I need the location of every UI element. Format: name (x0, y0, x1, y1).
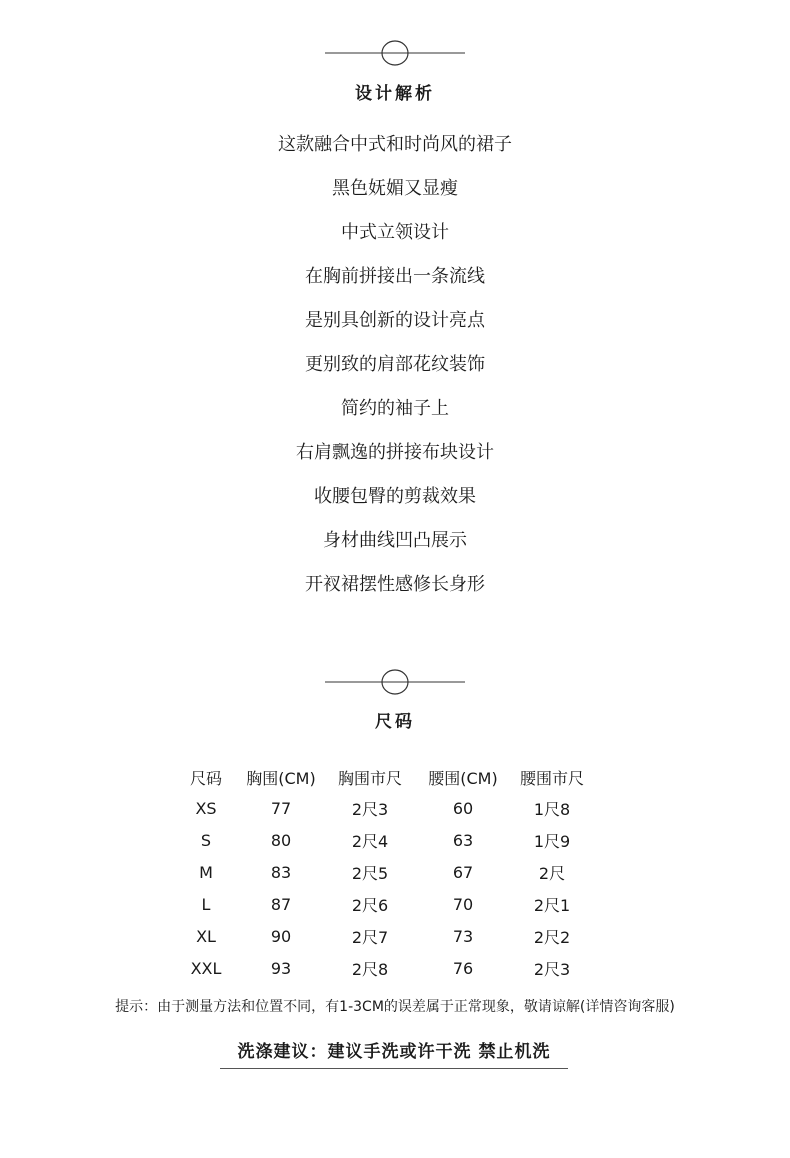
header-bust-chi: 胸围市尺 (337, 768, 402, 788)
cell: M (199, 862, 213, 882)
cell: L (201, 894, 211, 914)
header-bust-cm: 胸围(CM) (246, 768, 316, 788)
size-table (174, 762, 594, 984)
table-row (174, 920, 594, 952)
cell: S (200, 830, 212, 850)
cell: 70 (452, 894, 474, 914)
description-line: 在胸前拼接出一条流线 (305, 266, 485, 287)
table-row (174, 792, 594, 824)
description-line: 这款融合中式和时尚风的裙子 (278, 134, 512, 155)
care-instructions: 洗涤建议：建议手洗或许干洗 禁止机洗 (220, 1037, 568, 1069)
cell: 93 (270, 958, 292, 978)
table-row (174, 856, 594, 888)
cell: XXL (190, 958, 222, 978)
measurement-note: 提示：由于测量方法和位置不同，有1-3CM的误差属于正常现象，敬请谅解(详情咨询客服) (115, 999, 675, 1015)
cell: 2尺4 (351, 831, 389, 851)
header-waist-chi: 腰围市尺 (519, 768, 584, 788)
cell: 83 (270, 862, 292, 882)
cell: 63 (452, 830, 474, 850)
cell: 2尺 (538, 863, 566, 883)
cell: 2尺5 (351, 863, 389, 883)
description-line: 更别致的肩部花纹装饰 (305, 354, 485, 375)
cell: XS (195, 798, 217, 818)
table-row (174, 888, 594, 920)
divider-ornament (325, 38, 465, 68)
size-title: 尺码 (375, 712, 415, 732)
cell: 80 (270, 830, 292, 850)
cell: XL (196, 926, 216, 946)
cell: 2尺2 (533, 927, 571, 947)
description-line: 右肩飘逸的拼接布块设计 (296, 442, 494, 463)
cell: 87 (270, 894, 292, 914)
design-description (0, 131, 790, 615)
design-title: 设计解析 (355, 84, 435, 104)
description-line: 是别具创新的设计亮点 (305, 310, 485, 331)
cell: 2尺1 (533, 895, 571, 915)
cell: 90 (270, 926, 292, 946)
cell: 2尺6 (351, 895, 389, 915)
cell: 1尺9 (533, 831, 571, 851)
divider-ornament (325, 667, 465, 697)
cell: 67 (452, 862, 474, 882)
cell: 2尺3 (533, 959, 571, 979)
description-line: 黑色妩媚又显瘦 (332, 178, 458, 199)
table-row (174, 824, 594, 856)
cell: 1尺8 (533, 799, 571, 819)
cell: 2尺8 (351, 959, 389, 979)
table-row (174, 952, 594, 984)
header-waist-cm: 腰围(CM) (428, 768, 498, 788)
cell: 2尺3 (351, 799, 389, 819)
description-line: 收腰包臀的剪裁效果 (314, 486, 476, 507)
cell: 77 (270, 798, 292, 818)
cell: 2尺7 (351, 927, 389, 947)
cell: 73 (452, 926, 474, 946)
table-header-row (174, 762, 594, 792)
header-size: 尺码 (189, 768, 222, 788)
cell: 60 (452, 798, 474, 818)
description-line: 简约的袖子上 (341, 398, 449, 419)
cell: 76 (452, 958, 474, 978)
description-line: 身材曲线凹凸展示 (323, 530, 467, 551)
description-line: 中式立领设计 (341, 222, 449, 243)
description-line: 开衩裙摆性感修长身形 (305, 574, 485, 595)
